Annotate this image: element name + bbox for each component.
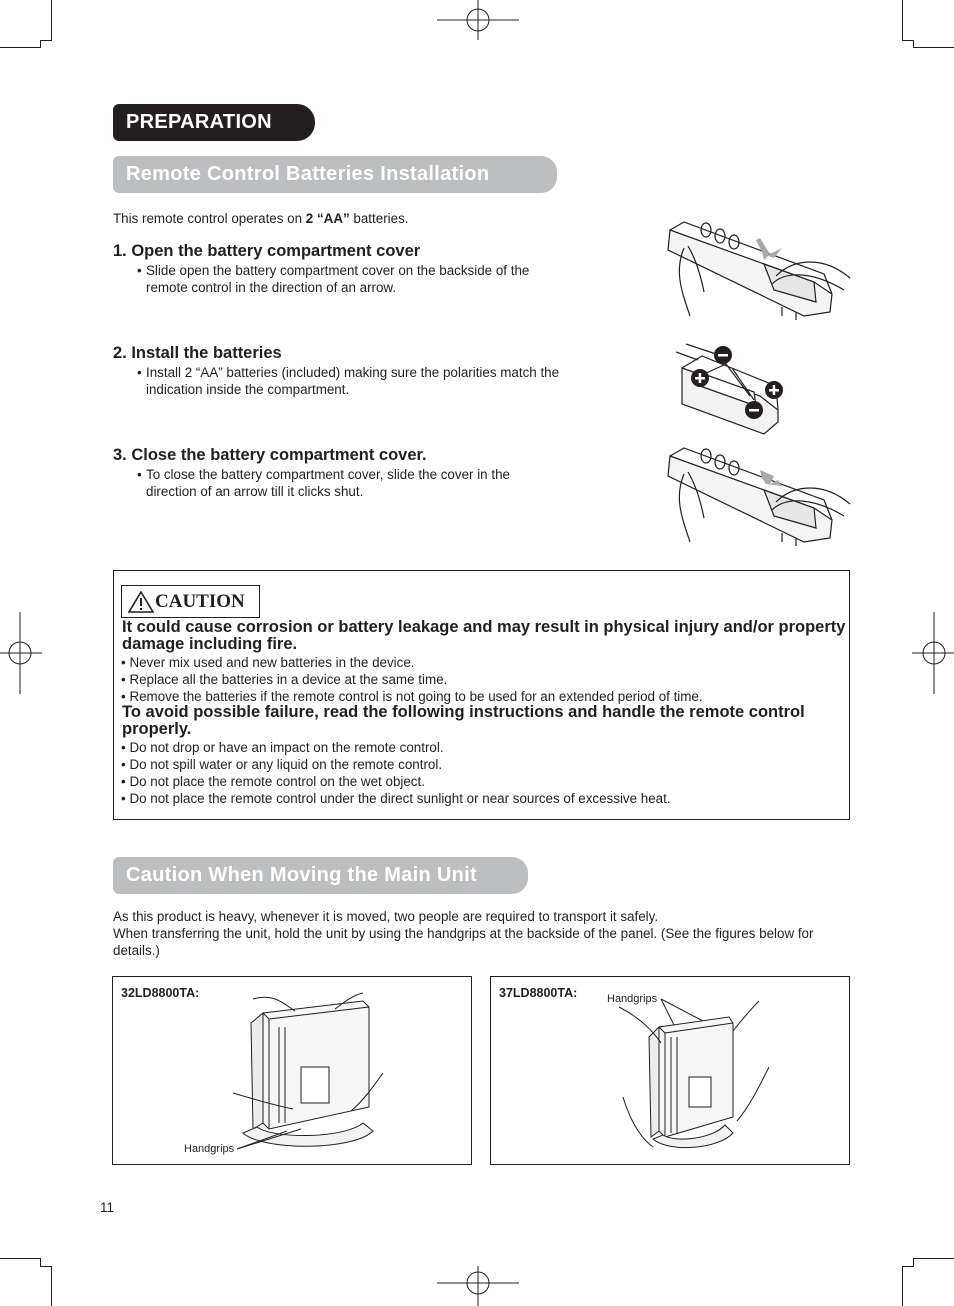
handgrips-callout: Handgrips [607,993,658,1005]
remote-close-cover-illustration [664,438,854,556]
registration-mark-icon [437,0,519,40]
crop-mark [914,47,954,48]
crop-mark [0,47,40,48]
subsection-header-moving [113,857,528,894]
subsection-header-batteries [113,156,557,193]
caution-label: CAUTION [155,591,245,612]
crop-mark [914,1258,954,1259]
figure-model-label: 32LD8800TA: [121,986,200,1000]
list-item: • Do not spill water or any liquid on the remote control. [121,757,443,772]
list-item: • Never mix used and new batteries in the device. [121,655,415,670]
subsection-title: Caution When Moving the Main Unit [126,864,477,886]
crop-mark [40,40,41,48]
crop-mark [913,40,914,48]
registration-mark-icon [437,1266,519,1306]
remote-batteries-illustration [676,334,788,440]
step-bullet: • To close the battery compartment cover, slide the cover in the direction of an arrow till it clicks shut. [137,467,510,499]
crop-mark [51,0,52,40]
crop-mark [40,1258,41,1267]
caution-list [121,739,671,807]
crop-mark [51,1266,52,1306]
caution-warning: It could cause corrosion or battery leakage and may result in physical injury and/or property damage including fire. [122,618,846,653]
crop-mark [902,1266,903,1306]
caution-badge [121,585,260,618]
crop-mark [902,0,903,40]
figure-model-label: 37LD8800TA: [499,986,578,1000]
list-item: • Remove the batteries if the remote control is not going to be used for an extended period of time. [121,689,703,704]
crop-mark [40,1266,52,1267]
subsection-title: Remote Control Batteries Installation [126,163,490,185]
step-bullet: • Slide open the battery compartment cover on the backside of the remote control in the direction of an arrow. [137,263,530,295]
tv-carrying-illustration [609,987,779,1159]
list-item: • Do not place the remote control on the wet object. [121,774,425,789]
section-header-preparation [113,104,315,141]
warning-triangle-icon [128,591,154,613]
list-item: • Do not place the remote control under the direct sunlight or near sources of excessive heat. [121,791,671,806]
step-heading: 2. Install the batteries [113,344,282,362]
list-item: • Do not drop or have an impact on the remote control. [121,740,444,755]
page-number: 11 [100,1200,114,1215]
figure-37ld8800ta [490,976,850,1165]
moving-paragraph: As this product is heavy, whenever it is moved, two people are required to transport it safely. When transferring the unit, hold the unit by using the handgrips at the backside of the panel. (See the figures below for details.) [113,909,814,958]
callout-lines-icon [235,1127,305,1153]
battery-intro: This remote control operates on 2 “AA” batteries. [113,211,409,226]
figure-32ld8800ta [112,976,472,1165]
caution-warning: To avoid possible failure, read the following instructions and handle the remote control properly. [122,703,805,738]
crop-mark [0,1258,40,1259]
list-item: • Replace all the batteries in a device at the same time. [121,672,448,687]
remote-open-cover-illustration [664,212,854,330]
section-title: PREPARATION [126,111,272,133]
crop-mark [913,1258,914,1267]
registration-mark-icon [912,612,954,694]
crop-mark [40,40,52,41]
caution-list [121,654,703,705]
step-bullet: • Install 2 “AA” batteries (included) making sure the polarities match the indication inside the compartment. [137,365,560,397]
step-heading: 1. Open the battery compartment cover [113,242,421,260]
step-heading: 3. Close the battery compartment cover. [113,446,427,464]
battery-type: 2 “AA” [305,211,350,226]
registration-mark-icon [0,612,42,694]
handgrips-callout: Handgrips [184,1143,235,1155]
